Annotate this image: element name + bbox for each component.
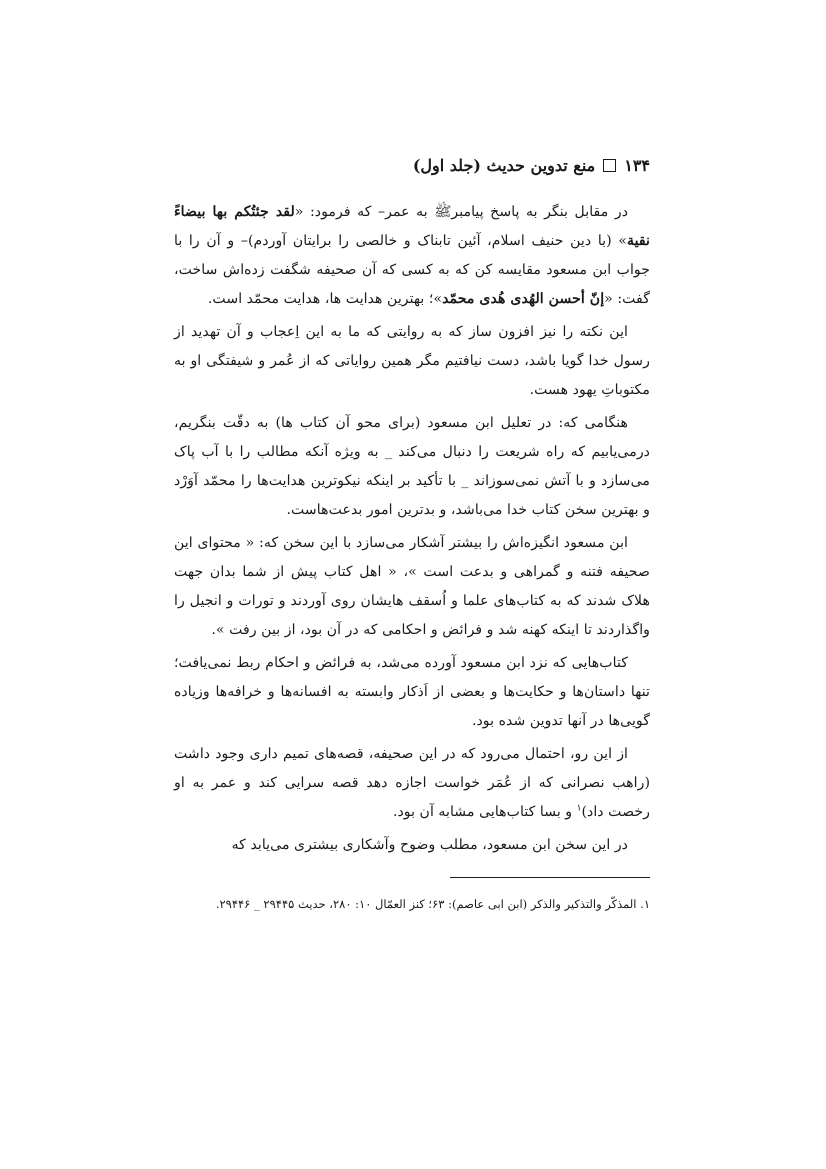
paragraph-1-part-a: در مقابل بنگر به پاسخ پیامبرﷺ به عمر– که فرمود: « <box>294 204 629 220</box>
paragraph-1-part-e: »؛ بهترین هدایت ها، هدایت محمّد است. <box>207 291 443 307</box>
running-header <box>413 156 650 175</box>
footnote-marker: ۱ <box>576 803 582 814</box>
paragraph-2: این نکته را نیز افزون ساز که به روایتی که ما به این اِعجاب و آن تهدید از رسول خدا گویا باشد، دست نیافتیم مگر همین روایاتی که از عُمر و شیفتگی او به مکتوباتِ یهود هست. <box>174 324 650 398</box>
paragraph-5: کتاب‌هایی که نزد ابن مسعود آورده می‌شد، به فرائض و احکام ربط نمی‌یافت؛ تنها داستان‌ها و حکایت‌ها و بعضی از اَذکار وابسته به افسانه‌ها و خرافه‌ها وزیاده گویی‌ها در آنها تدوین شده بود. <box>174 655 650 729</box>
paragraph-4: ابن مسعود انگیزه‌اش را بیشتر آشکار می‌سازد با این سخن که: « محتوای این صحیفه فتنه و گمراهی و بدعت است »، « اهل کتاب پیش از شما بدان جهت هلاک شدند که به کتاب‌های علما و اُسقف هایشان روی آوردند و تورات و انجیل را واگذاردند تا اینکه کهنه شد و فرائض و احکامی که در آن بود، از بین رفت ». <box>174 535 650 638</box>
hadith-quote-2: إنّ أحسن الهُدی هُدی محمّد <box>442 291 605 307</box>
running-title: منع تدوین حدیث (جلد اول) <box>412 156 596 175</box>
footnote-separator <box>450 877 650 878</box>
paragraph-1-part-c: » (با دین حنیف اسلام، آئین تابناک و خالصی را برایتان آوردم)– و آن را با جواب ابن مسعود مقایسه کن که به کسی که آن صحیفه شگفت زده‌اش ساخت، گفت: « <box>174 233 650 307</box>
paragraph-6 <box>174 740 650 827</box>
body-text <box>174 198 650 864</box>
hadith-quote-1: لقد جئتُکم بها بیضاءً نقیة <box>174 204 650 249</box>
paragraph-6-part-a: از این رو، احتمال می‌رود که در این صحیفه، قصه‌های تمیم داری وجود داشت (راهب نصرانی که از عُمَر خواست اجازه دهد قصه سرایی کند و عمر به او رخصت داد) <box>174 746 650 820</box>
square-ornament-icon <box>603 159 616 172</box>
footnote: ۱. المذکّر والتذکیر والذکر (ابن ابی عاصم): ۶۳؛ کنز العمّال ۱۰: ۲۸۰، حدیث ۲۹۴۴۵ _ ۲۹۴۴۶. <box>215 897 650 911</box>
paragraph-6-part-b: و بسا کتاب‌هایی مشابه آن بود. <box>392 804 577 820</box>
page-number: ۱۳۴ <box>624 156 650 175</box>
paragraph-1 <box>174 198 650 314</box>
paragraph-7: در این سخن ابن مسعود، مطلب وضوح وآشکاری بیشتری می‌یابد که <box>231 837 628 853</box>
paragraph-3: هنگامی که: در تعلیل ابن مسعود (برای محو آن کتاب ها) به دقّت بنگریم، درمی‌یابیم که راه شریعت را دنبال می‌کند _ به ویژه آنکه مطالب را با آب پاک می‌سازد و با آتش نمی‌سوزاند _ با تأکید بر اینکه نیکوترین هدایت‌ها را محمّد آوَرْد و بهترین سخن کتاب خدا می‌باشد، و بدترین امور بدعت‌هاست. <box>174 415 650 518</box>
